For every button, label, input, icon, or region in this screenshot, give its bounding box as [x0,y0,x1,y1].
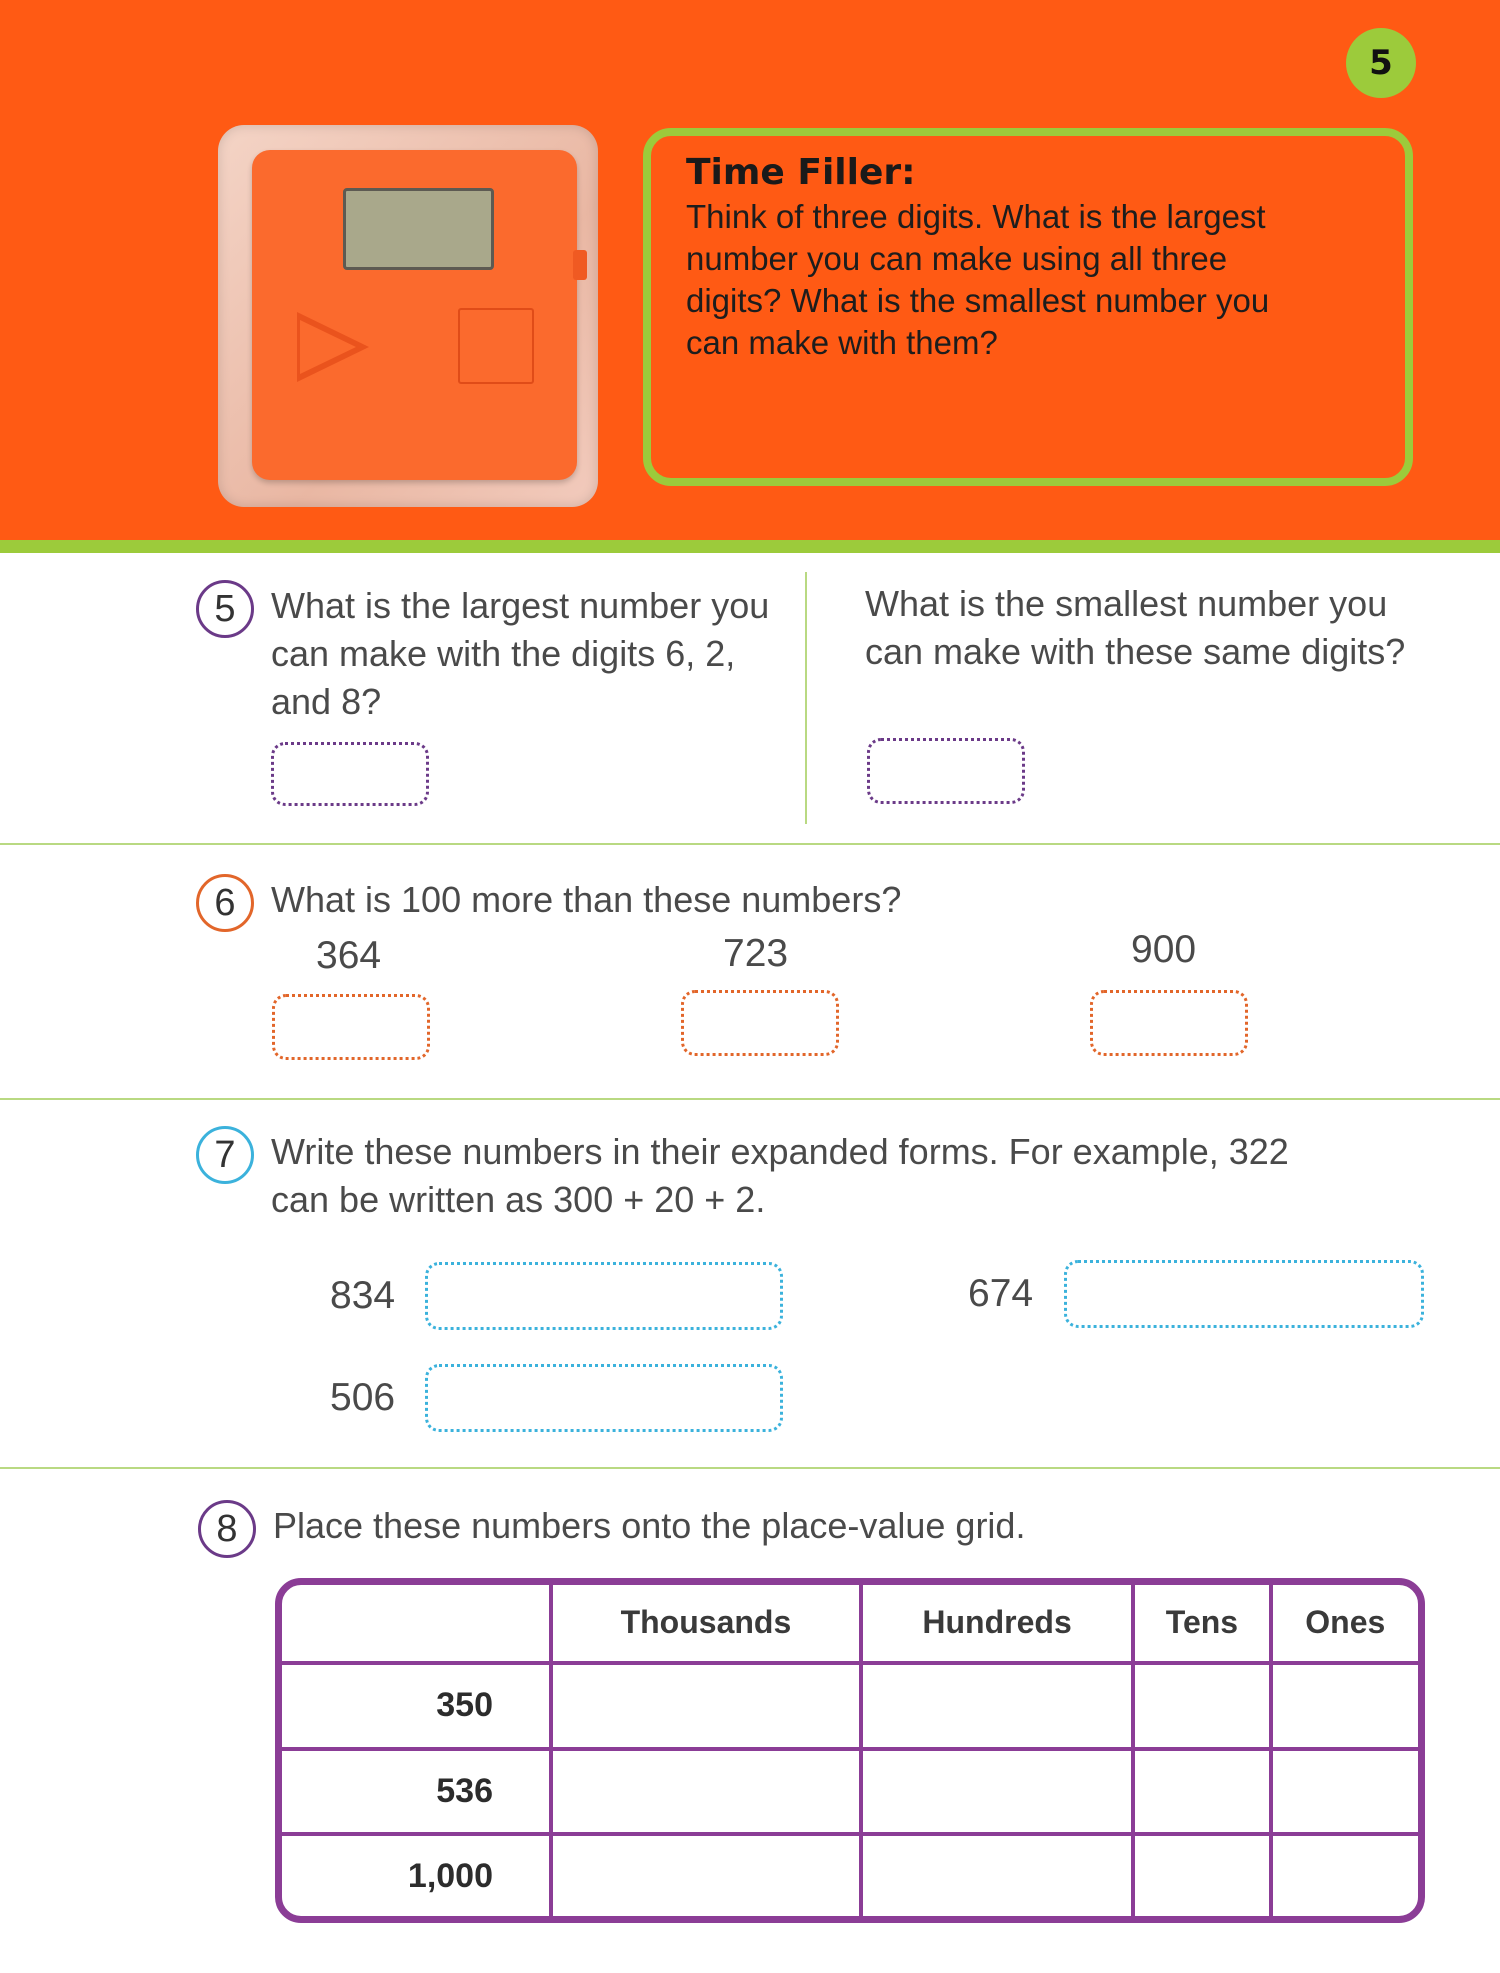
place-value-grid [275,1578,1425,1923]
grid-cell[interactable] [1133,1834,1270,1916]
q7-answer-box-2[interactable] [1064,1260,1424,1328]
q7-answer-box-3[interactable] [425,1364,783,1432]
q6-answer-box-3[interactable] [1090,990,1248,1056]
timer-side-button [573,250,587,280]
question-7-number: 7 [196,1126,254,1184]
stop-icon [458,308,534,384]
grid-row-label: 1,000 [282,1834,551,1916]
question-8-text: Place these numbers onto the place-value grid. [273,1505,1026,1546]
page-number-badge: 5 [1346,28,1416,98]
q5-largest-answer-box[interactable] [271,742,429,806]
question-7-text: Write these numbers in their expanded forms. For example, 322 can be written as 300 + 20 + 2. [271,1131,1289,1220]
grid-header-ones: Ones [1271,1585,1418,1663]
q6-number-3: 900 [1131,928,1197,971]
grid-cell[interactable] [1271,1663,1418,1749]
q6-number-2: 723 [723,932,789,975]
q6-answer-box-2[interactable] [681,990,839,1056]
q6-answer-box-1[interactable] [272,994,430,1060]
q5-divider [805,572,807,824]
question-6-number: 6 [196,874,254,932]
q7-number-2: 674 [968,1272,1034,1315]
grid-cell[interactable] [1271,1749,1418,1835]
question-5-largest-text: What is the largest number you can make with the digits 6, 2, and 8? [271,585,770,722]
grid-cell[interactable] [861,1663,1133,1749]
q7-number-3: 506 [330,1376,396,1419]
grid-header-tens: Tens [1133,1585,1270,1663]
question-6-text: What is 100 more than these numbers? [271,879,902,920]
grid-corner-cell [282,1585,551,1663]
q6-number-1: 364 [316,934,382,977]
grid-header-hundreds: Hundreds [861,1585,1133,1663]
time-filler-text: Think of three digits. What is the largest number you can make using all three digits? What is the smallest number you can make with them? [686,198,1270,361]
q5-smallest-answer-box[interactable] [867,738,1025,804]
divider-line [0,1467,1500,1469]
grid-row-label: 536 [282,1749,551,1835]
question-5-smallest-text: What is the smallest number you can make with these same digits? [865,583,1406,672]
timer-screen [343,188,494,270]
q7-number-1: 834 [330,1274,396,1317]
grid-cell[interactable] [861,1749,1133,1835]
grid-cell[interactable] [1133,1749,1270,1835]
question-8-number: 8 [198,1500,256,1558]
divider-line [0,843,1500,845]
play-icon-inner [300,320,356,374]
grid-cell[interactable] [551,1663,861,1749]
time-filler-title: Time Filler: [686,152,916,193]
grid-cell[interactable] [551,1834,861,1916]
grid-cell[interactable] [1271,1834,1418,1916]
q7-answer-box-1[interactable] [425,1262,783,1330]
divider-line [0,1098,1500,1100]
question-5-number: 5 [196,580,254,638]
grid-cell[interactable] [551,1749,861,1835]
grid-cell[interactable] [1133,1663,1270,1749]
grid-cell[interactable] [861,1834,1133,1916]
grid-header-thousands: Thousands [551,1585,861,1663]
grid-row-label: 350 [282,1663,551,1749]
